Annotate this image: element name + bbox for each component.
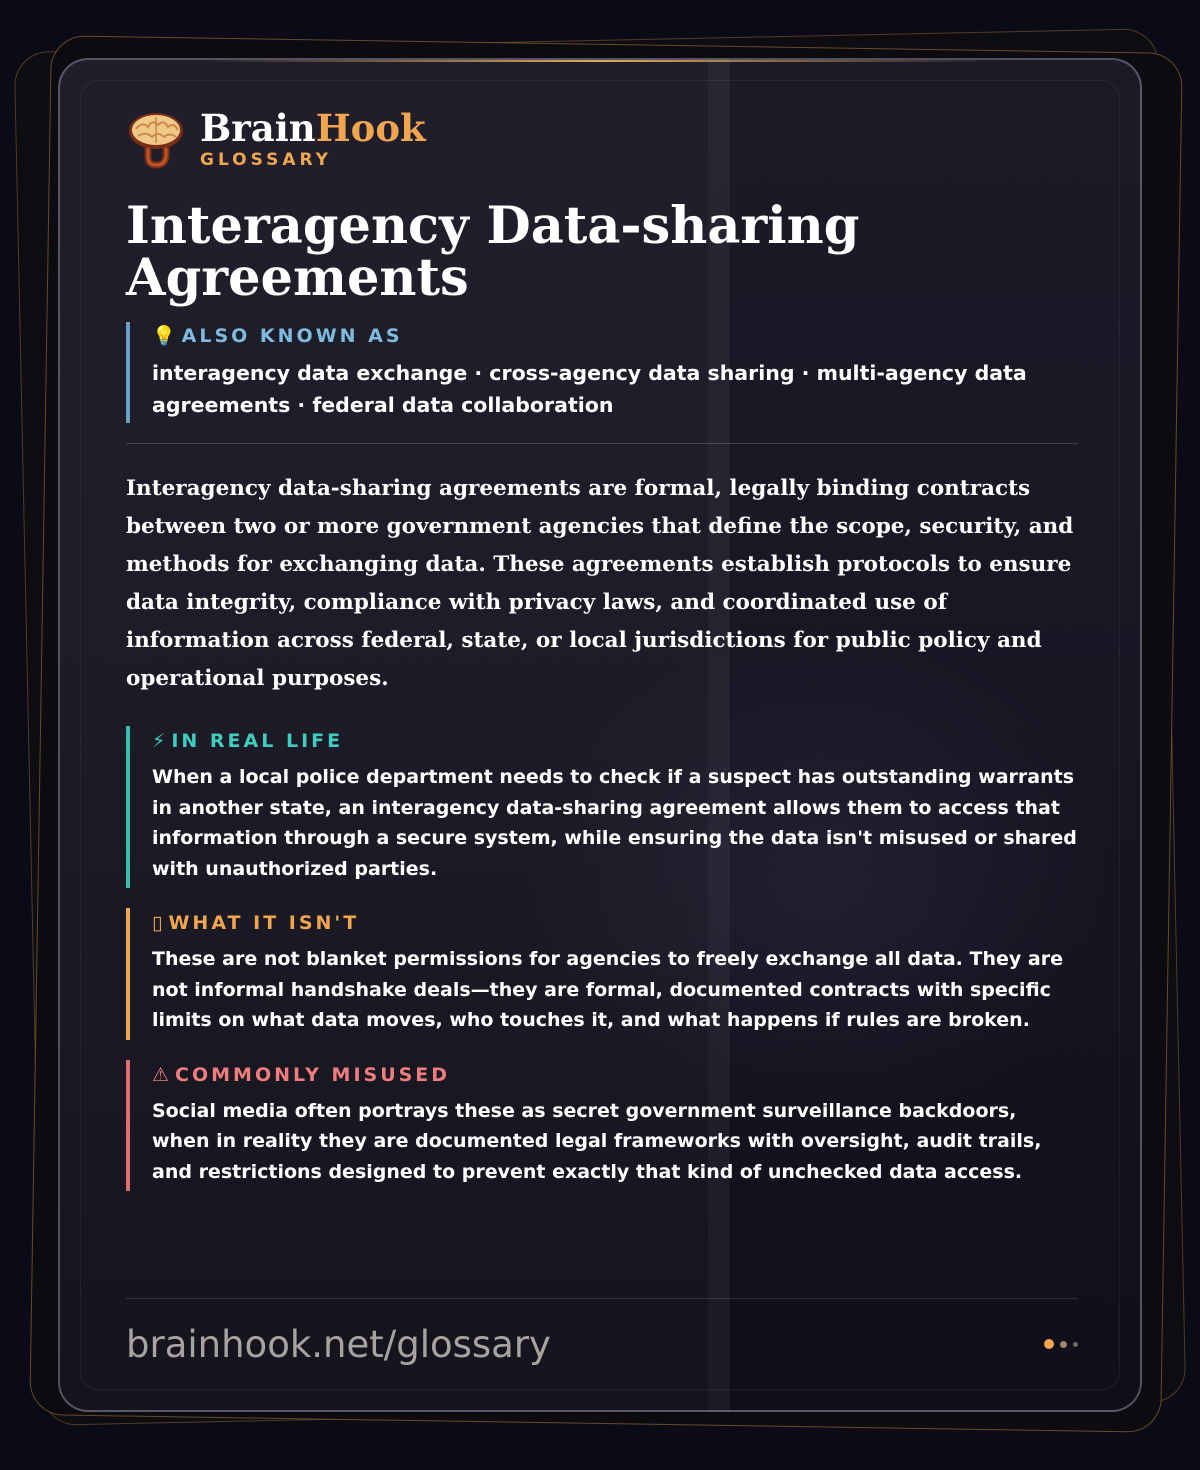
pagination-dot-active [1044, 1339, 1054, 1349]
commonly-misused-label-text: COMMONLY MISUSED [175, 1063, 451, 1086]
brand-name [200, 108, 426, 148]
in-real-life-section [126, 726, 1078, 888]
what-it-isnt-section [126, 908, 1078, 1040]
brain-hook-icon [126, 109, 186, 169]
footer-url[interactable]: brainhook.net/glossary [126, 1323, 551, 1366]
also-known-as-text: interagency data exchange · cross-agency data sharing · multi-agency data agreements · federal data collaboration [152, 361, 1027, 417]
definition-text: Interagency data-sharing agreements are formal, legally binding contracts between two or more government agencies that define the scope, security, and methods for exchanging data. These agreements establish protocols to ensure data integrity, compliance with privacy laws, and coordinated use of information across federal, state, or local jurisdictions for public policy and operational purposes. [126, 476, 1074, 691]
what-it-isnt-text: These are not blanket permissions for agencies to freely exchange all data. They are not informal handshake deals—they are formal, documented contracts with specific limits on what data moves, who touches it, and what happens if rules are broken. [152, 948, 1063, 1031]
in-real-life-text: When a local police department needs to check if a suspect has outstanding warrants in another state, an interagency data-sharing agreement allows them to access that information through a secure system, while ensuring the data isn't misused or shared with unauthorized parties. [152, 766, 1077, 880]
card-footer [126, 1298, 1078, 1367]
brand-text [200, 108, 426, 170]
in-real-life-label [152, 730, 1078, 752]
warning-icon: ⚠ [152, 1063, 170, 1086]
term-title: Interagency Data-sharing Agreements [126, 196, 860, 308]
commonly-misused-text: Social media often portrays these as secret government surveillance backdoors, when in reality they are documented legal frameworks with oversight, audit trails, and restrictions designed to prevent exactly that kind of unchecked data access. [152, 1099, 1042, 1183]
missing-glyph-icon: ▯ [152, 912, 163, 934]
pagination-dot [1073, 1342, 1078, 1347]
card-content [126, 104, 1078, 1191]
what-it-isnt-label-text: WHAT IT ISN'T [168, 912, 360, 934]
pagination-dots [1044, 1339, 1078, 1349]
brand-subtitle: GLOSSARY [200, 150, 332, 170]
what-it-isnt-label [152, 912, 1078, 934]
lightning-icon: ⚡ [152, 730, 166, 752]
divider [126, 443, 1078, 444]
brand-header [126, 104, 1078, 174]
in-real-life-label-text: IN REAL LIFE [171, 730, 344, 752]
also-known-as-label-text: ALSO KNOWN AS [181, 325, 403, 347]
also-known-as-label [152, 324, 1078, 347]
brand-name-brain: Brain [200, 106, 316, 150]
pagination-dot [1060, 1341, 1067, 1348]
brand-name-hook: Hook [315, 106, 426, 150]
also-known-as-section [126, 322, 1078, 423]
commonly-misused-section [126, 1060, 1078, 1192]
lightbulb-icon: 💡 [152, 325, 176, 347]
commonly-misused-label [152, 1064, 1078, 1086]
glossary-card [58, 58, 1142, 1412]
